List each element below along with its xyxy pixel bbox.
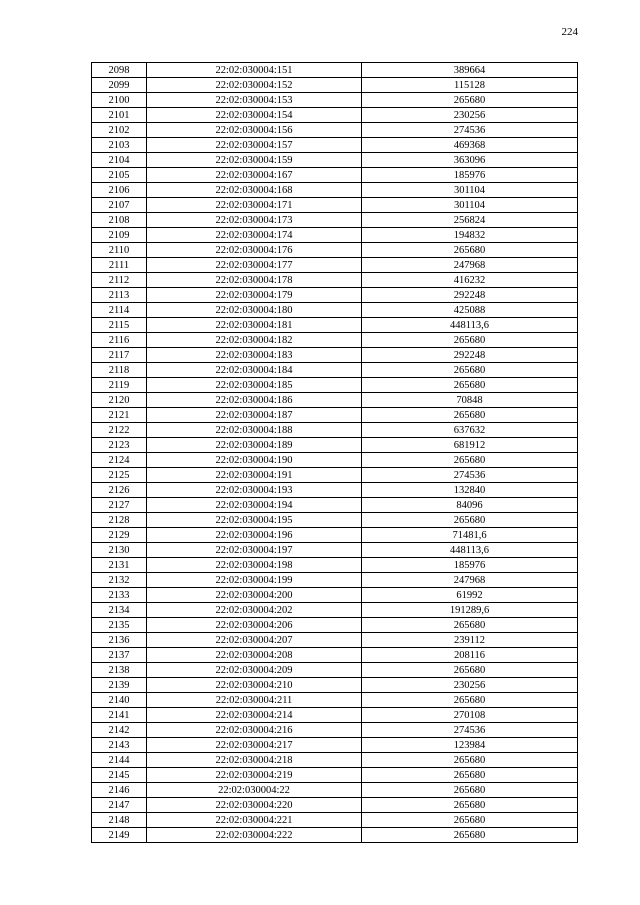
row-number-cell: 2143 (92, 738, 147, 753)
cadastral-number-cell: 22:02:030004:157 (147, 138, 362, 153)
table-row (92, 123, 578, 138)
row-number-cell: 2109 (92, 228, 147, 243)
row-number-cell: 2098 (92, 63, 147, 78)
cadastral-number-cell: 22:02:030004:156 (147, 123, 362, 138)
row-number-cell: 2125 (92, 468, 147, 483)
table-row (92, 468, 578, 483)
table-row (92, 108, 578, 123)
cadastral-number-cell: 22:02:030004:186 (147, 393, 362, 408)
row-number-cell: 2107 (92, 198, 147, 213)
value-cell: 416232 (362, 273, 578, 288)
value-cell: 247968 (362, 573, 578, 588)
value-cell: 247968 (362, 258, 578, 273)
cadastral-number-cell: 22:02:030004:217 (147, 738, 362, 753)
table-row (92, 543, 578, 558)
table-row (92, 573, 578, 588)
table-row (92, 558, 578, 573)
value-cell: 230256 (362, 678, 578, 693)
table-row (92, 138, 578, 153)
cadastral-number-cell: 22:02:030004:180 (147, 303, 362, 318)
value-cell: 265680 (362, 618, 578, 633)
value-cell: 448113,6 (362, 318, 578, 333)
table-row (92, 78, 578, 93)
cadastral-number-cell: 22:02:030004:179 (147, 288, 362, 303)
row-number-cell: 2146 (92, 783, 147, 798)
row-number-cell: 2138 (92, 663, 147, 678)
cadastral-number-cell: 22:02:030004:191 (147, 468, 362, 483)
cadastral-number-cell: 22:02:030004:219 (147, 768, 362, 783)
row-number-cell: 2112 (92, 273, 147, 288)
cadastral-number-cell: 22:02:030004:222 (147, 828, 362, 843)
cadastral-number-cell: 22:02:030004:220 (147, 798, 362, 813)
cadastral-number-cell: 22:02:030004:151 (147, 63, 362, 78)
cadastral-number-cell: 22:02:030004:174 (147, 228, 362, 243)
cadastral-number-cell: 22:02:030004:171 (147, 198, 362, 213)
row-number-cell: 2149 (92, 828, 147, 843)
cadastral-table (91, 62, 578, 843)
table-row (92, 678, 578, 693)
value-cell: 292248 (362, 288, 578, 303)
row-number-cell: 2120 (92, 393, 147, 408)
cadastral-number-cell: 22:02:030004:190 (147, 453, 362, 468)
cadastral-number-cell: 22:02:030004:216 (147, 723, 362, 738)
value-cell: 194832 (362, 228, 578, 243)
cadastral-number-cell: 22:02:030004:214 (147, 708, 362, 723)
value-cell: 265680 (362, 663, 578, 678)
value-cell: 61992 (362, 588, 578, 603)
value-cell: 230256 (362, 108, 578, 123)
cadastral-number-cell: 22:02:030004:198 (147, 558, 362, 573)
cadastral-number-cell: 22:02:030004:167 (147, 168, 362, 183)
cadastral-number-cell: 22:02:030004:176 (147, 243, 362, 258)
value-cell: 425088 (362, 303, 578, 318)
cadastral-number-cell: 22:02:030004:210 (147, 678, 362, 693)
table-row (92, 258, 578, 273)
cadastral-number-cell: 22:02:030004:178 (147, 273, 362, 288)
value-cell: 363096 (362, 153, 578, 168)
row-number-cell: 2113 (92, 288, 147, 303)
table-row (92, 438, 578, 453)
value-cell: 265680 (362, 363, 578, 378)
row-number-cell: 2139 (92, 678, 147, 693)
row-number-cell: 2136 (92, 633, 147, 648)
row-number-cell: 2144 (92, 753, 147, 768)
table-row (92, 633, 578, 648)
row-number-cell: 2105 (92, 168, 147, 183)
table-row (92, 768, 578, 783)
row-number-cell: 2141 (92, 708, 147, 723)
cadastral-number-cell: 22:02:030004:154 (147, 108, 362, 123)
value-cell: 265680 (362, 828, 578, 843)
cadastral-number-cell: 22:02:030004:183 (147, 348, 362, 363)
row-number-cell: 2142 (92, 723, 147, 738)
row-number-cell: 2122 (92, 423, 147, 438)
row-number-cell: 2148 (92, 813, 147, 828)
table-row (92, 168, 578, 183)
row-number-cell: 2129 (92, 528, 147, 543)
table-row (92, 348, 578, 363)
row-number-cell: 2121 (92, 408, 147, 423)
value-cell: 265680 (362, 513, 578, 528)
value-cell: 185976 (362, 558, 578, 573)
cadastral-number-cell: 22:02:030004:211 (147, 693, 362, 708)
table-row (92, 183, 578, 198)
value-cell: 389664 (362, 63, 578, 78)
table-row (92, 273, 578, 288)
cadastral-number-cell: 22:02:030004:200 (147, 588, 362, 603)
table-row (92, 378, 578, 393)
row-number-cell: 2130 (92, 543, 147, 558)
row-number-cell: 2115 (92, 318, 147, 333)
table-row (92, 723, 578, 738)
row-number-cell: 2099 (92, 78, 147, 93)
table-row (92, 423, 578, 438)
cadastral-number-cell: 22:02:030004:221 (147, 813, 362, 828)
table-row (92, 588, 578, 603)
table-row (92, 663, 578, 678)
cadastral-number-cell: 22:02:030004:22 (147, 783, 362, 798)
value-cell: 265680 (362, 768, 578, 783)
value-cell: 265680 (362, 378, 578, 393)
table-row (92, 708, 578, 723)
value-cell: 469368 (362, 138, 578, 153)
row-number-cell: 2118 (92, 363, 147, 378)
value-cell: 84096 (362, 498, 578, 513)
table-row (92, 618, 578, 633)
value-cell: 301104 (362, 198, 578, 213)
value-cell: 265680 (362, 333, 578, 348)
row-number-cell: 2134 (92, 603, 147, 618)
row-number-cell: 2131 (92, 558, 147, 573)
value-cell: 448113,6 (362, 543, 578, 558)
table-row (92, 228, 578, 243)
value-cell: 265680 (362, 243, 578, 258)
table-row (92, 153, 578, 168)
table-row (92, 813, 578, 828)
cadastral-number-cell: 22:02:030004:181 (147, 318, 362, 333)
row-number-cell: 2117 (92, 348, 147, 363)
row-number-cell: 2124 (92, 453, 147, 468)
cadastral-number-cell: 22:02:030004:189 (147, 438, 362, 453)
table-row (92, 243, 578, 258)
table-row (92, 288, 578, 303)
row-number-cell: 2100 (92, 93, 147, 108)
cadastral-number-cell: 22:02:030004:193 (147, 483, 362, 498)
row-number-cell: 2108 (92, 213, 147, 228)
value-cell: 292248 (362, 348, 578, 363)
cadastral-number-cell: 22:02:030004:202 (147, 603, 362, 618)
table-row (92, 393, 578, 408)
value-cell: 71481,6 (362, 528, 578, 543)
table-row (92, 528, 578, 543)
row-number-cell: 2110 (92, 243, 147, 258)
cadastral-number-cell: 22:02:030004:168 (147, 183, 362, 198)
value-cell: 265680 (362, 93, 578, 108)
table-body (92, 63, 578, 843)
row-number-cell: 2116 (92, 333, 147, 348)
cadastral-number-cell: 22:02:030004:194 (147, 498, 362, 513)
row-number-cell: 2103 (92, 138, 147, 153)
table-row (92, 648, 578, 663)
row-number-cell: 2111 (92, 258, 147, 273)
table-row (92, 63, 578, 78)
value-cell: 274536 (362, 723, 578, 738)
row-number-cell: 2147 (92, 798, 147, 813)
cadastral-number-cell: 22:02:030004:197 (147, 543, 362, 558)
table-row (92, 408, 578, 423)
value-cell: 270108 (362, 708, 578, 723)
row-number-cell: 2140 (92, 693, 147, 708)
row-number-cell: 2104 (92, 153, 147, 168)
cadastral-number-cell: 22:02:030004:173 (147, 213, 362, 228)
value-cell: 115128 (362, 78, 578, 93)
table-row (92, 318, 578, 333)
table-row (92, 783, 578, 798)
row-number-cell: 2128 (92, 513, 147, 528)
table-row (92, 198, 578, 213)
cadastral-number-cell: 22:02:030004:206 (147, 618, 362, 633)
cadastral-number-cell: 22:02:030004:185 (147, 378, 362, 393)
row-number-cell: 2102 (92, 123, 147, 138)
cadastral-number-cell: 22:02:030004:209 (147, 663, 362, 678)
table-row (92, 213, 578, 228)
cadastral-number-cell: 22:02:030004:152 (147, 78, 362, 93)
table-row (92, 483, 578, 498)
page-number: 224 (561, 26, 578, 38)
table-row (92, 333, 578, 348)
value-cell: 274536 (362, 468, 578, 483)
value-cell: 681912 (362, 438, 578, 453)
cadastral-number-cell: 22:02:030004:207 (147, 633, 362, 648)
table-row (92, 453, 578, 468)
row-number-cell: 2132 (92, 573, 147, 588)
value-cell: 265680 (362, 798, 578, 813)
value-cell: 191289,6 (362, 603, 578, 618)
value-cell: 265680 (362, 753, 578, 768)
table-row (92, 93, 578, 108)
row-number-cell: 2106 (92, 183, 147, 198)
cadastral-number-cell: 22:02:030004:195 (147, 513, 362, 528)
cadastral-number-cell: 22:02:030004:177 (147, 258, 362, 273)
value-cell: 265680 (362, 408, 578, 423)
value-cell: 274536 (362, 123, 578, 138)
table-row (92, 753, 578, 768)
row-number-cell: 2127 (92, 498, 147, 513)
value-cell: 208116 (362, 648, 578, 663)
table-row (92, 738, 578, 753)
cadastral-number-cell: 22:02:030004:188 (147, 423, 362, 438)
table-row (92, 798, 578, 813)
table-row (92, 498, 578, 513)
row-number-cell: 2133 (92, 588, 147, 603)
row-number-cell: 2119 (92, 378, 147, 393)
value-cell: 265680 (362, 783, 578, 798)
cadastral-number-cell: 22:02:030004:184 (147, 363, 362, 378)
cadastral-number-cell: 22:02:030004:153 (147, 93, 362, 108)
cadastral-number-cell: 22:02:030004:208 (147, 648, 362, 663)
value-cell: 256824 (362, 213, 578, 228)
row-number-cell: 2126 (92, 483, 147, 498)
value-cell: 70848 (362, 393, 578, 408)
value-cell: 301104 (362, 183, 578, 198)
row-number-cell: 2137 (92, 648, 147, 663)
cadastral-number-cell: 22:02:030004:182 (147, 333, 362, 348)
cadastral-number-cell: 22:02:030004:199 (147, 573, 362, 588)
cadastral-number-cell: 22:02:030004:159 (147, 153, 362, 168)
table-row (92, 693, 578, 708)
value-cell: 265680 (362, 453, 578, 468)
value-cell: 265680 (362, 693, 578, 708)
value-cell: 637632 (362, 423, 578, 438)
table-row (92, 828, 578, 843)
value-cell: 239112 (362, 633, 578, 648)
table-row (92, 303, 578, 318)
row-number-cell: 2114 (92, 303, 147, 318)
cadastral-number-cell: 22:02:030004:218 (147, 753, 362, 768)
value-cell: 123984 (362, 738, 578, 753)
cadastral-number-cell: 22:02:030004:196 (147, 528, 362, 543)
table-row (92, 363, 578, 378)
value-cell: 132840 (362, 483, 578, 498)
row-number-cell: 2145 (92, 768, 147, 783)
value-cell: 185976 (362, 168, 578, 183)
cadastral-number-cell: 22:02:030004:187 (147, 408, 362, 423)
table-row (92, 513, 578, 528)
table-row (92, 603, 578, 618)
row-number-cell: 2123 (92, 438, 147, 453)
row-number-cell: 2101 (92, 108, 147, 123)
value-cell: 265680 (362, 813, 578, 828)
row-number-cell: 2135 (92, 618, 147, 633)
